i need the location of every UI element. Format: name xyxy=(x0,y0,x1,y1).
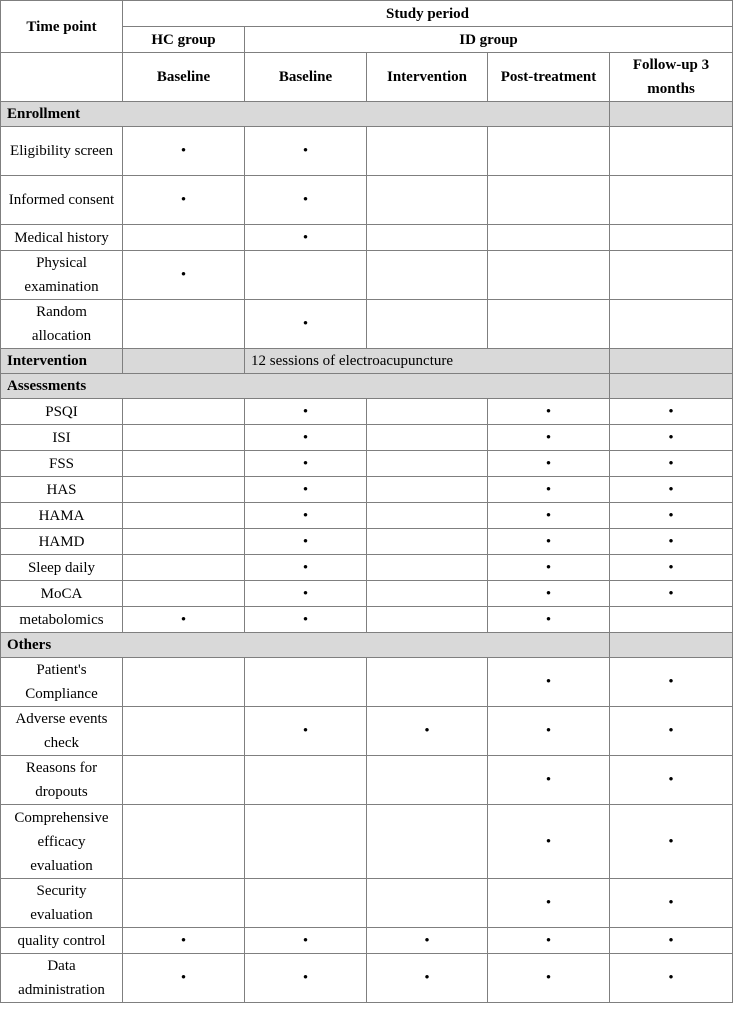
dot-marker: • xyxy=(668,895,674,911)
schedule-cell xyxy=(610,607,733,633)
intervention-description: 12 sessions of electroacupuncture xyxy=(245,349,610,374)
schedule-cell xyxy=(123,529,245,555)
dot-marker: • xyxy=(302,585,309,602)
schedule-cell xyxy=(123,879,245,928)
schedule-cell xyxy=(610,251,733,300)
dot-marker: • xyxy=(668,403,674,420)
schedule-cell xyxy=(610,399,733,425)
schedule-cell xyxy=(367,451,488,477)
section-filler xyxy=(610,102,733,127)
column-header: Baseline xyxy=(123,53,245,102)
dot-marker: • xyxy=(668,723,674,739)
schedule-cell xyxy=(488,225,610,251)
row-label: Comprehensive efficacy evaluation xyxy=(1,805,123,879)
schedule-cell xyxy=(367,399,488,425)
schedule-cell xyxy=(123,707,245,756)
schedule-cell xyxy=(245,176,367,225)
dot-marker: • xyxy=(302,970,309,986)
schedule-cell xyxy=(245,529,367,555)
row-label: metabolomics xyxy=(1,607,123,633)
table-row xyxy=(1,477,733,503)
schedule-cell xyxy=(245,805,367,879)
schedule-cell xyxy=(367,225,488,251)
row-label: Informed consent xyxy=(1,176,123,225)
dot-marker: • xyxy=(668,481,674,498)
table-row xyxy=(1,399,733,425)
dot-marker: • xyxy=(545,674,552,690)
schedule-cell xyxy=(245,555,367,581)
row-label: FSS xyxy=(1,451,123,477)
schedule-cell xyxy=(610,425,733,451)
schedule-cell xyxy=(245,879,367,928)
schedule-cell xyxy=(367,477,488,503)
schedule-cell xyxy=(488,707,610,756)
dot-marker: • xyxy=(302,403,309,420)
schedule-cell xyxy=(245,503,367,529)
row-label: Random allocation xyxy=(1,300,123,349)
dot-marker: • xyxy=(302,143,309,159)
row-label: HAMA xyxy=(1,503,123,529)
schedule-cell xyxy=(123,251,245,300)
section-filler xyxy=(610,349,733,374)
schedule-cell xyxy=(610,954,733,1003)
dot-marker: • xyxy=(545,455,552,472)
dot-marker: • xyxy=(668,533,674,550)
schedule-cell xyxy=(123,581,245,607)
section-row-assessments xyxy=(1,374,733,399)
schedule-cell xyxy=(488,251,610,300)
dot-marker: • xyxy=(424,932,430,949)
schedule-cell xyxy=(488,477,610,503)
schedule-cell xyxy=(610,529,733,555)
schedule-cell xyxy=(123,954,245,1003)
column-header: Follow-up 3 months xyxy=(610,53,733,102)
column-header: Post-treatment xyxy=(488,53,610,102)
table-row xyxy=(1,756,733,805)
table-row xyxy=(1,251,733,300)
schedule-cell xyxy=(123,928,245,954)
schedule-cell xyxy=(488,555,610,581)
schedule-cell xyxy=(123,176,245,225)
table-row xyxy=(1,503,733,529)
dot-marker: • xyxy=(545,611,552,628)
schedule-cell xyxy=(610,451,733,477)
dot-marker: • xyxy=(545,970,552,986)
schedule-cell xyxy=(245,300,367,349)
dot-marker: • xyxy=(302,192,309,208)
schedule-cell xyxy=(123,805,245,879)
schedule-cell xyxy=(245,451,367,477)
row-label: Sleep daily xyxy=(1,555,123,581)
schedule-cell xyxy=(610,756,733,805)
dot-marker: • xyxy=(545,772,552,788)
schedule-cell xyxy=(610,225,733,251)
study-period-header: Study period xyxy=(123,1,733,27)
schedule-cell xyxy=(367,805,488,879)
section-filler xyxy=(610,374,733,399)
empty-header-cell xyxy=(1,53,123,102)
schedule-cell xyxy=(488,176,610,225)
table-row xyxy=(1,954,733,1003)
schedule-cell xyxy=(367,529,488,555)
dot-marker: • xyxy=(302,481,309,498)
dot-marker: • xyxy=(545,481,552,498)
schedule-cell xyxy=(610,805,733,879)
table-row xyxy=(1,451,733,477)
dot-marker: • xyxy=(180,611,187,628)
dot-marker: • xyxy=(302,723,309,739)
schedule-cell xyxy=(123,555,245,581)
schedule-cell xyxy=(488,127,610,176)
schedule-cell xyxy=(488,879,610,928)
schedule-cell xyxy=(123,225,245,251)
section-label: Intervention xyxy=(1,349,123,374)
schedule-cell xyxy=(488,503,610,529)
row-label: Patient's Compliance xyxy=(1,658,123,707)
schedule-cell xyxy=(610,503,733,529)
section-row-intervention xyxy=(1,349,733,374)
schedule-cell xyxy=(245,251,367,300)
dot-marker: • xyxy=(424,970,430,986)
dot-marker: • xyxy=(302,932,309,949)
schedule-cell xyxy=(488,607,610,633)
schedule-cell xyxy=(488,954,610,1003)
schedule-cell xyxy=(367,928,488,954)
row-label: MoCA xyxy=(1,581,123,607)
schedule-cell xyxy=(367,127,488,176)
schedule-cell xyxy=(245,928,367,954)
schedule-cell xyxy=(245,954,367,1003)
hc-group-header: HC group xyxy=(123,27,245,53)
column-header: Baseline xyxy=(245,53,367,102)
row-label: Medical history xyxy=(1,225,123,251)
dot-marker: • xyxy=(668,429,674,446)
schedule-cell xyxy=(367,503,488,529)
schedule-cell xyxy=(367,176,488,225)
dot-marker: • xyxy=(302,429,309,446)
row-label: HAMD xyxy=(1,529,123,555)
dot-marker: • xyxy=(668,674,674,690)
schedule-cell xyxy=(245,707,367,756)
schedule-cell xyxy=(488,529,610,555)
row-label: Security evaluation xyxy=(1,879,123,928)
schedule-cell xyxy=(610,176,733,225)
schedule-cell xyxy=(610,127,733,176)
row-label: HAS xyxy=(1,477,123,503)
table-row xyxy=(1,805,733,879)
section-label: Others xyxy=(1,633,610,658)
schedule-cell xyxy=(610,555,733,581)
dot-marker: • xyxy=(302,559,309,576)
dot-marker: • xyxy=(545,585,552,602)
schedule-cell xyxy=(610,581,733,607)
schedule-cell xyxy=(488,928,610,954)
section-filler xyxy=(610,633,733,658)
table-row xyxy=(1,658,733,707)
row-label: ISI xyxy=(1,425,123,451)
time-point-header: Time point xyxy=(1,1,123,53)
dot-marker: • xyxy=(424,723,430,739)
column-header: Intervention xyxy=(367,53,488,102)
schedule-cell xyxy=(245,425,367,451)
schedule-cell xyxy=(610,928,733,954)
table-row xyxy=(1,581,733,607)
schedule-cell xyxy=(367,707,488,756)
row-label: quality control xyxy=(1,928,123,954)
dot-marker: • xyxy=(668,772,674,788)
dot-marker: • xyxy=(545,403,552,420)
schedule-cell xyxy=(610,879,733,928)
dot-marker: • xyxy=(302,455,309,472)
schedule-cell xyxy=(245,756,367,805)
schedule-cell xyxy=(123,607,245,633)
section-filler xyxy=(123,349,245,374)
dot-marker: • xyxy=(545,833,552,850)
schedule-cell xyxy=(488,805,610,879)
id-group-header: ID group xyxy=(245,27,733,53)
schedule-cell xyxy=(123,503,245,529)
schedule-cell xyxy=(123,658,245,707)
dot-marker: • xyxy=(668,970,674,986)
schedule-cell xyxy=(610,477,733,503)
schedule-cell xyxy=(610,658,733,707)
row-label: PSQI xyxy=(1,399,123,425)
schedule-cell xyxy=(367,251,488,300)
dot-marker: • xyxy=(180,143,187,159)
dot-marker: • xyxy=(668,833,674,850)
table-row xyxy=(1,879,733,928)
dot-marker: • xyxy=(545,895,552,911)
schedule-cell xyxy=(367,756,488,805)
schedule-cell xyxy=(367,425,488,451)
schedule-cell xyxy=(245,399,367,425)
table-row xyxy=(1,607,733,633)
dot-marker: • xyxy=(545,429,552,446)
dot-marker: • xyxy=(668,507,674,524)
dot-marker: • xyxy=(545,559,552,576)
dot-marker: • xyxy=(668,932,674,949)
row-label: Physical examination xyxy=(1,251,123,300)
section-label: Assessments xyxy=(1,374,610,399)
row-label: Adverse events check xyxy=(1,707,123,756)
schedule-cell xyxy=(123,451,245,477)
dot-marker: • xyxy=(180,932,187,949)
schedule-cell xyxy=(123,477,245,503)
schedule-cell xyxy=(367,581,488,607)
table-row xyxy=(1,529,733,555)
schedule-cell xyxy=(245,581,367,607)
schedule-cell xyxy=(245,127,367,176)
table-row xyxy=(1,707,733,756)
dot-marker: • xyxy=(180,970,187,986)
schedule-cell xyxy=(123,127,245,176)
schedule-cell xyxy=(367,658,488,707)
table-row xyxy=(1,300,733,349)
schedule-cell xyxy=(488,581,610,607)
dot-marker: • xyxy=(302,316,309,332)
schedule-cell xyxy=(123,756,245,805)
row-label: Eligibility screen xyxy=(1,127,123,176)
schedule-cell xyxy=(488,451,610,477)
table-row xyxy=(1,555,733,581)
dot-marker: • xyxy=(545,723,552,739)
schedule-cell xyxy=(610,300,733,349)
section-label: Enrollment xyxy=(1,102,610,127)
schedule-cell xyxy=(488,425,610,451)
dot-marker: • xyxy=(180,267,187,283)
schedule-cell xyxy=(367,555,488,581)
row-label: Data administration xyxy=(1,954,123,1003)
schedule-cell xyxy=(245,477,367,503)
dot-marker: • xyxy=(302,533,309,550)
schedule-cell xyxy=(367,607,488,633)
row-label: Reasons for dropouts xyxy=(1,756,123,805)
schedule-cell xyxy=(488,658,610,707)
schedule-cell xyxy=(610,707,733,756)
dot-marker: • xyxy=(545,533,552,550)
schedule-cell xyxy=(123,425,245,451)
dot-marker: • xyxy=(668,559,674,576)
table-row xyxy=(1,928,733,954)
schedule-cell xyxy=(488,756,610,805)
dot-marker: • xyxy=(545,932,552,949)
section-row-others xyxy=(1,633,733,658)
schedule-cell xyxy=(245,658,367,707)
table-row xyxy=(1,225,733,251)
dot-marker: • xyxy=(180,192,187,208)
table-row xyxy=(1,176,733,225)
schedule-cell xyxy=(367,954,488,1003)
dot-marker: • xyxy=(545,507,552,524)
schedule-cell xyxy=(367,879,488,928)
schedule-cell xyxy=(488,399,610,425)
dot-marker: • xyxy=(668,585,674,602)
dot-marker: • xyxy=(302,611,309,628)
dot-marker: • xyxy=(302,229,309,246)
schedule-cell xyxy=(123,399,245,425)
table-row xyxy=(1,127,733,176)
dot-marker: • xyxy=(302,507,309,524)
schedule-cell xyxy=(245,607,367,633)
table-row xyxy=(1,425,733,451)
schedule-cell xyxy=(367,300,488,349)
schedule-cell xyxy=(245,225,367,251)
dot-marker: • xyxy=(668,455,674,472)
schedule-cell xyxy=(488,300,610,349)
schedule-cell xyxy=(123,300,245,349)
section-row-enrollment xyxy=(1,102,733,127)
